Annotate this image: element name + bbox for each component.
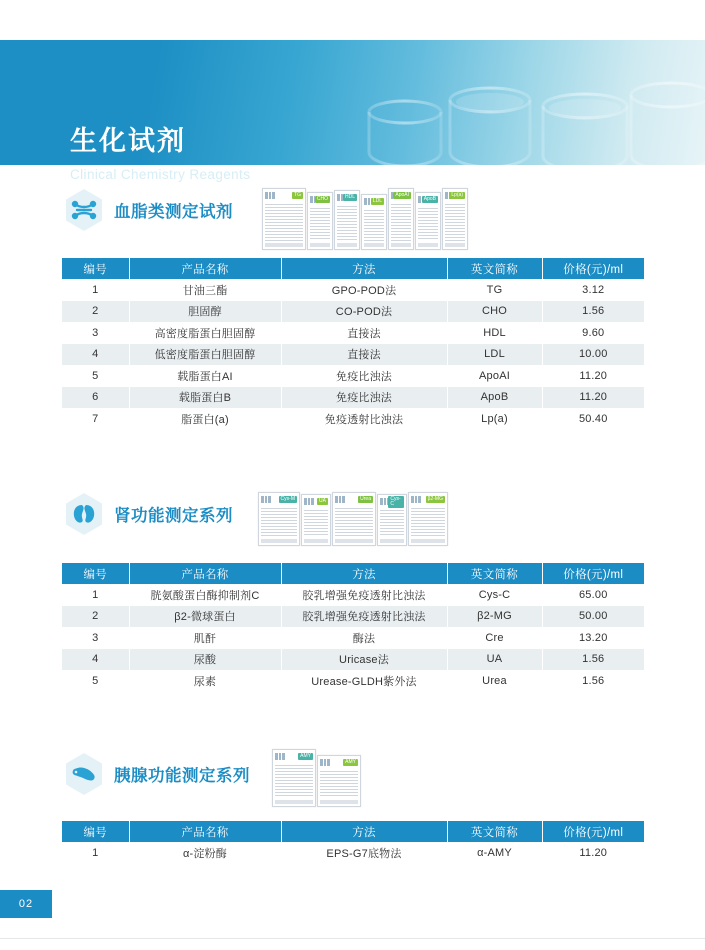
cell-price: 3.12 — [542, 279, 644, 301]
table-row — [62, 279, 644, 301]
cell-abbr: ApoB — [447, 387, 542, 409]
cell-no: 3 — [62, 627, 129, 649]
cell-method: CO-POD法 — [281, 301, 447, 323]
table-row — [62, 842, 644, 864]
lipid-icon — [64, 188, 104, 232]
cell-name: 载脂蛋白AI — [129, 365, 281, 387]
cell-no: 3 — [62, 322, 129, 344]
col-method: 方法 — [281, 258, 447, 279]
cell-price: 65.00 — [542, 584, 644, 606]
cell-method: 胶乳增强免疫透射比浊法 — [281, 584, 447, 606]
box-tag: Urea — [360, 496, 371, 502]
cell-name: 胆固醇 — [129, 301, 281, 323]
table-row — [62, 627, 644, 649]
page-number: 02 — [0, 890, 52, 918]
table-row — [62, 344, 644, 366]
table-row — [62, 670, 644, 692]
cell-name: 甘油三酯 — [129, 279, 281, 301]
cell-method: 免疫比浊法 — [281, 365, 447, 387]
box-tag: ApoAI — [395, 192, 409, 198]
cell-method: Urease-GLDH紫外法 — [281, 670, 447, 692]
cell-abbr: HDL — [447, 322, 542, 344]
cell-abbr: β2-MG — [447, 606, 542, 628]
box-tag: Cys-M — [280, 496, 295, 502]
cell-abbr: TG — [447, 279, 542, 301]
cell-method: 免疫比浊法 — [281, 387, 447, 409]
cell-no: 4 — [62, 344, 129, 366]
col-name: 产品名称 — [129, 563, 281, 584]
cell-method: 胶乳增强免疫透射比浊法 — [281, 606, 447, 628]
table-row — [62, 649, 644, 671]
cell-no: 1 — [62, 279, 129, 301]
cell-no: 5 — [62, 365, 129, 387]
product-photo-kidney — [258, 488, 448, 546]
box-tag: LDL — [372, 198, 382, 204]
col-price: 价格(元)/ml — [542, 563, 644, 584]
cell-name: 尿素 — [129, 670, 281, 692]
table-row — [62, 584, 644, 606]
col-method: 方法 — [281, 563, 447, 584]
box-tag: AMY — [300, 753, 311, 759]
cell-no: 1 — [62, 842, 129, 864]
cell-method: GPO-POD法 — [281, 279, 447, 301]
cell-abbr: CHO — [447, 301, 542, 323]
test-tubes-illustration — [285, 40, 705, 165]
banner-subtitle: Clinical Chemistry Reagents — [70, 167, 251, 182]
col-method: 方法 — [281, 821, 447, 842]
col-abbr: 英文简称 — [447, 821, 542, 842]
col-no: 编号 — [62, 821, 129, 842]
cell-method: 直接法 — [281, 344, 447, 366]
cell-name: 脂蛋白(a) — [129, 408, 281, 430]
col-name: 产品名称 — [129, 821, 281, 842]
table-lipid — [62, 258, 644, 430]
cell-abbr: Lp(a) — [447, 408, 542, 430]
box-tag: ApoB — [423, 196, 436, 202]
cell-no: 2 — [62, 301, 129, 323]
cell-abbr: LDL — [447, 344, 542, 366]
cell-price: 10.00 — [542, 344, 644, 366]
cell-name: 高密度脂蛋白胆固醇 — [129, 322, 281, 344]
section-header-kidney — [64, 492, 233, 536]
col-abbr: 英文简称 — [447, 258, 542, 279]
cell-price: 50.40 — [542, 408, 644, 430]
col-price: 价格(元)/ml — [542, 258, 644, 279]
cell-abbr: Cys-C — [447, 584, 542, 606]
product-photo-lipid — [262, 182, 468, 250]
table-row — [62, 322, 644, 344]
cell-no: 6 — [62, 387, 129, 409]
section-title-lipid: 血脂类测定试剂 — [114, 203, 233, 221]
box-tag: HDL — [344, 194, 355, 200]
cell-name: 载脂蛋白B — [129, 387, 281, 409]
cell-no: 5 — [62, 670, 129, 692]
section-header-lipid — [64, 188, 233, 232]
table-pancreas — [62, 821, 644, 864]
table-kidney — [62, 563, 644, 692]
cell-no: 2 — [62, 606, 129, 628]
product-photo-pancreas — [272, 745, 361, 807]
cell-price: 13.20 — [542, 627, 644, 649]
table-row — [62, 365, 644, 387]
box-tag: UA — [319, 498, 326, 504]
section-title-pancreas: 胰腺功能测定系列 — [114, 767, 250, 785]
cell-no: 7 — [62, 408, 129, 430]
box-tag: TG — [294, 192, 301, 198]
cell-name: 低密度脂蛋白胆固醇 — [129, 344, 281, 366]
cell-price: 1.56 — [542, 649, 644, 671]
cell-price: 11.20 — [542, 842, 644, 864]
cell-method: EPS-G7底物法 — [281, 842, 447, 864]
section-header-pancreas — [64, 752, 250, 796]
cell-method: 免疫透射比浊法 — [281, 408, 447, 430]
section-title-kidney: 肾功能测定系列 — [114, 507, 233, 525]
col-abbr: 英文简称 — [447, 563, 542, 584]
table-header-row — [62, 258, 644, 279]
cell-method: Uricase法 — [281, 649, 447, 671]
table-header-row — [62, 563, 644, 584]
box-tag: Lp(a) — [451, 192, 463, 198]
cell-no: 4 — [62, 649, 129, 671]
box-tag: AMY — [345, 759, 356, 765]
cell-abbr: Urea — [447, 670, 542, 692]
cell-name: β2-微球蛋白 — [129, 606, 281, 628]
page-banner — [0, 40, 705, 182]
cell-name: 胱氨酸蛋白酶抑制剂C — [129, 584, 281, 606]
cell-no: 1 — [62, 584, 129, 606]
footer-divider — [0, 938, 705, 939]
table-header-row — [62, 821, 644, 842]
cell-price: 9.60 — [542, 322, 644, 344]
table-row — [62, 408, 644, 430]
box-tag: CHO — [316, 196, 328, 202]
kidney-icon — [64, 492, 104, 536]
box-tag: Cys-C — [388, 496, 404, 508]
cell-abbr: α-AMY — [447, 842, 542, 864]
table-row — [62, 387, 644, 409]
cell-price: 11.20 — [542, 387, 644, 409]
col-name: 产品名称 — [129, 258, 281, 279]
cell-abbr: UA — [447, 649, 542, 671]
cell-name: 肌酐 — [129, 627, 281, 649]
table-row — [62, 301, 644, 323]
cell-price: 50.00 — [542, 606, 644, 628]
cell-price: 1.56 — [542, 301, 644, 323]
cell-method: 直接法 — [281, 322, 447, 344]
banner-title: 生化试剂 — [70, 126, 186, 156]
col-no: 编号 — [62, 563, 129, 584]
col-price: 价格(元)/ml — [542, 821, 644, 842]
cell-method: 酶法 — [281, 627, 447, 649]
cell-price: 11.20 — [542, 365, 644, 387]
pancreas-icon — [64, 752, 104, 796]
box-tag: β2-MG — [427, 496, 443, 502]
cell-price: 1.56 — [542, 670, 644, 692]
cell-abbr: ApoAI — [447, 365, 542, 387]
table-row — [62, 606, 644, 628]
col-no: 编号 — [62, 258, 129, 279]
cell-abbr: Cre — [447, 627, 542, 649]
cell-name: α-淀粉酶 — [129, 842, 281, 864]
cell-name: 尿酸 — [129, 649, 281, 671]
